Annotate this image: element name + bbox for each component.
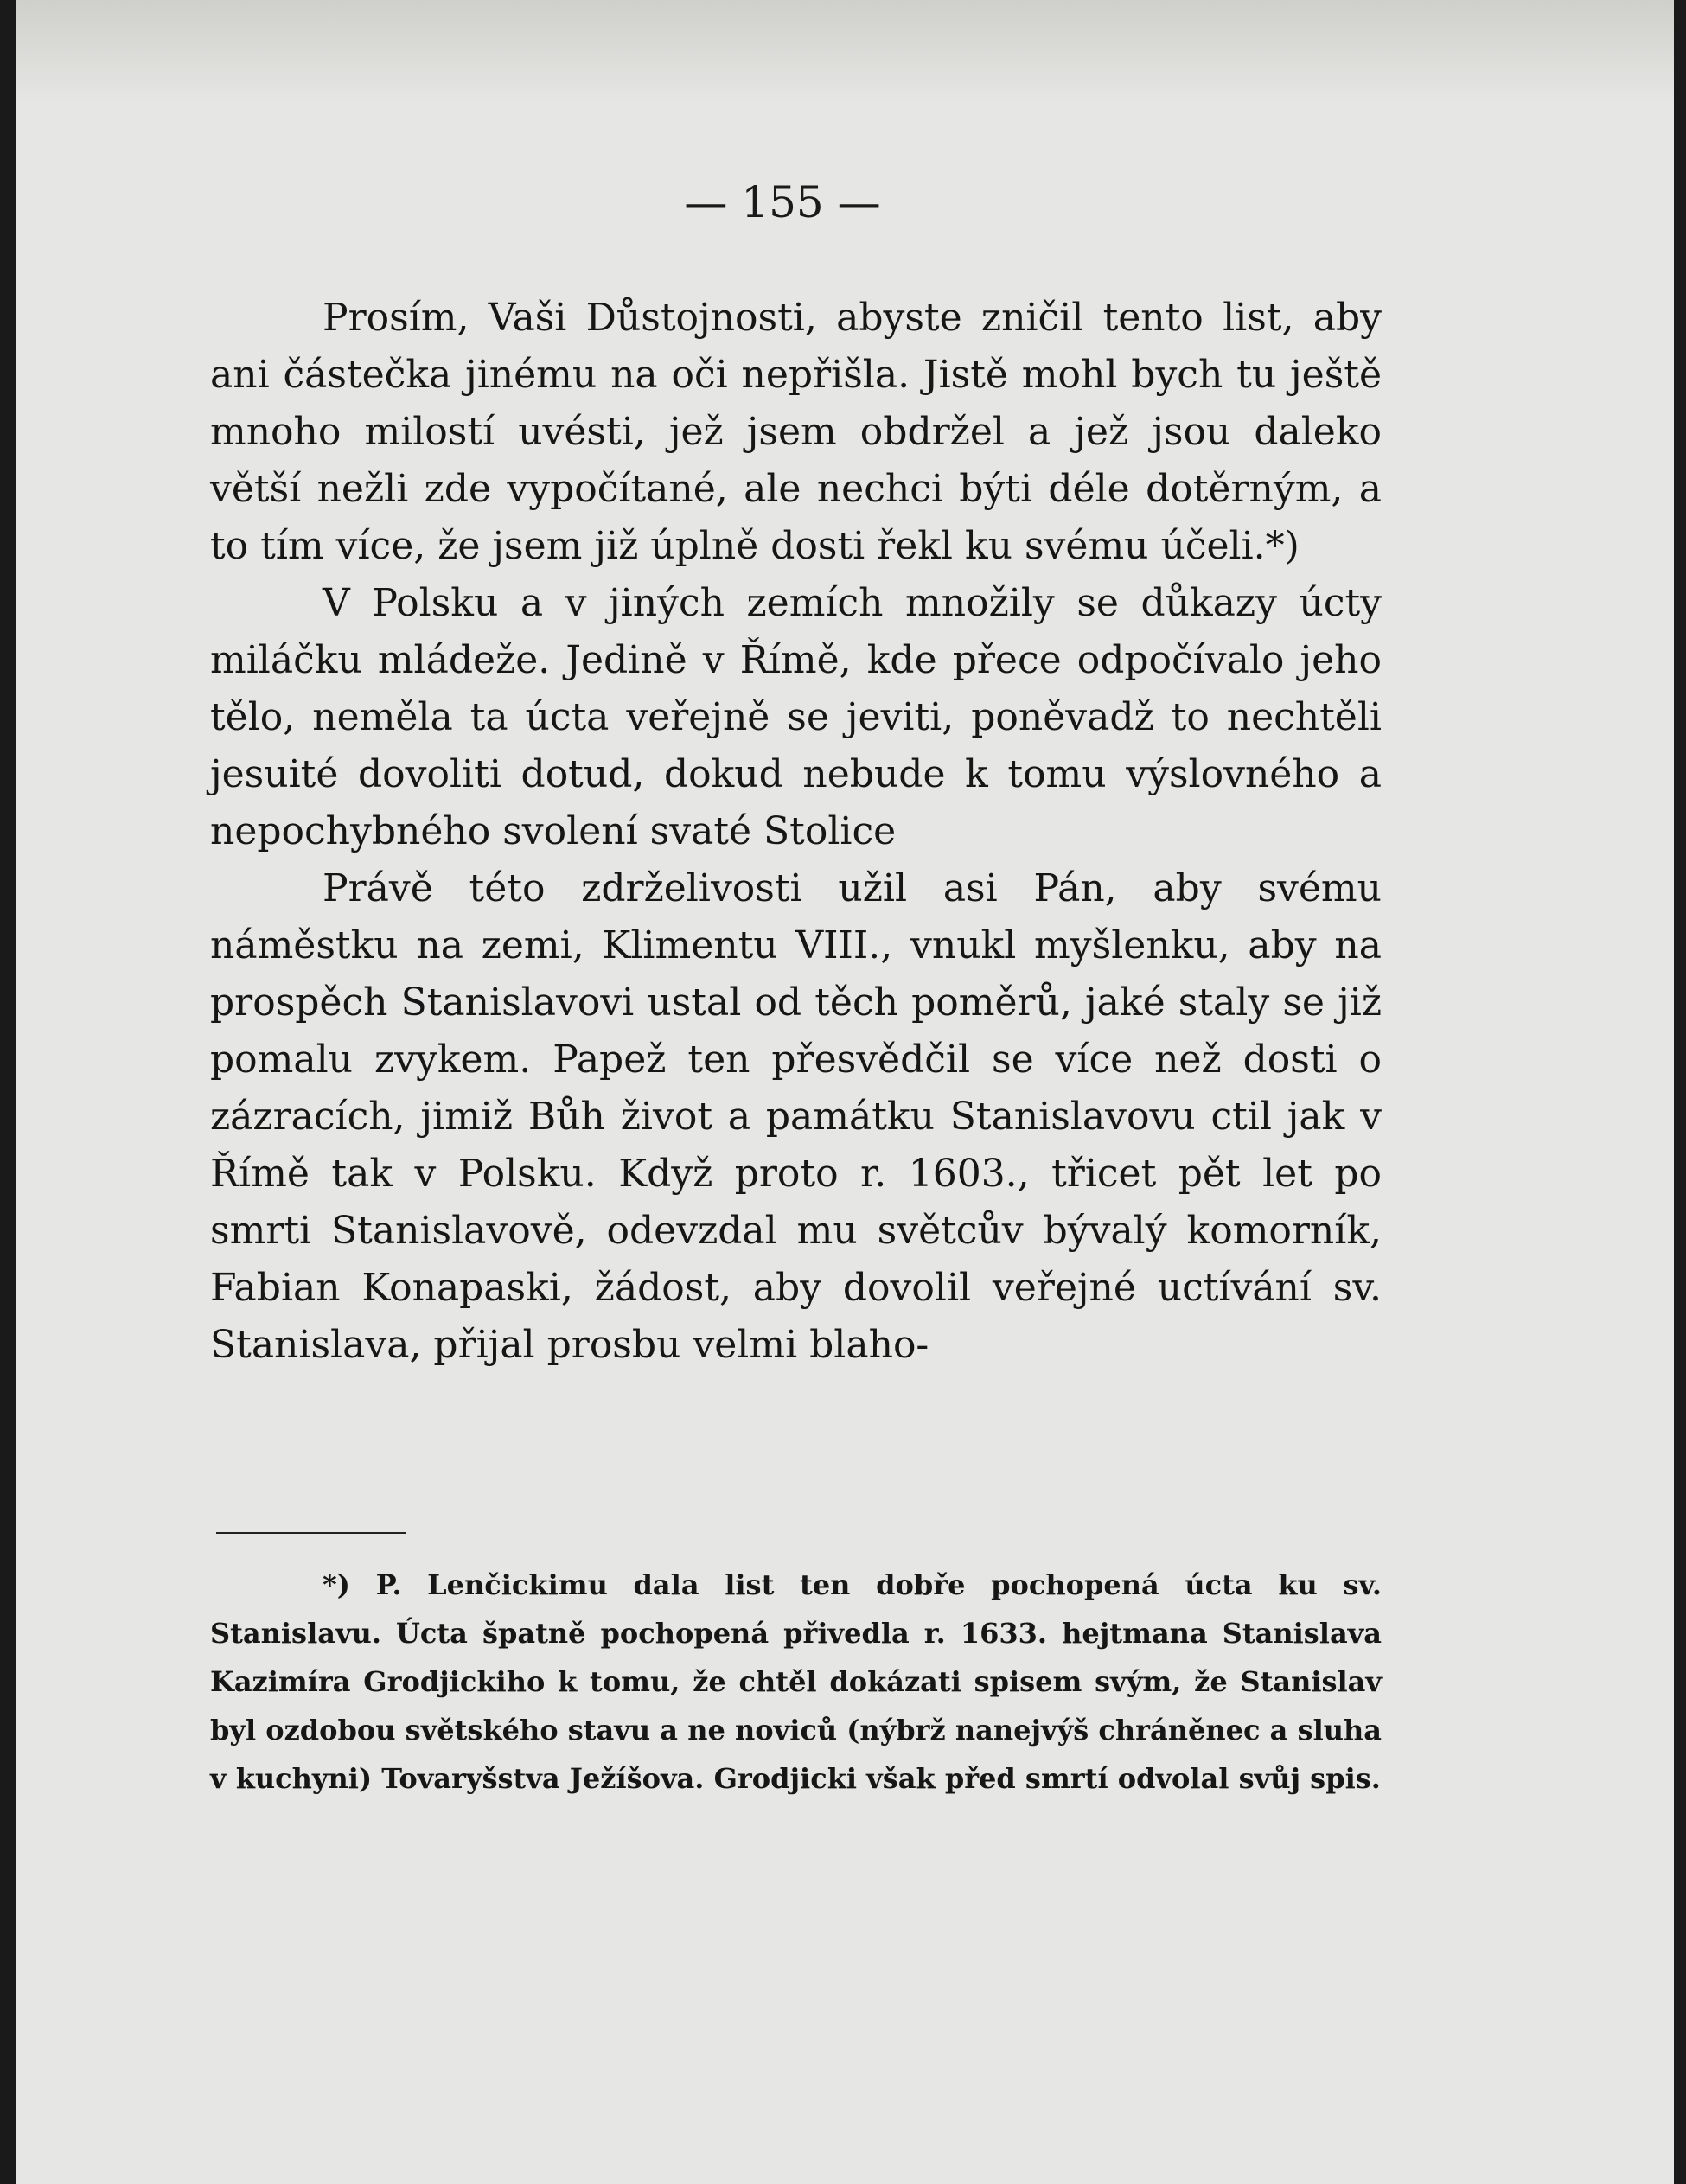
body-text — [210, 290, 1382, 1374]
paragraph: Právě této zdrželivosti užil asi Pán, aby svému náměstku na zemi, Klimentu VIII., vnukl myšlenku, aby na prospěch Stanislavovi ustal od těch poměrů, jaké staly se již pomalu zvykem. Papež ten přesvědčil se více než dosti o zázracích, jimiž Bůh život a památku Stanislavovu ctil jak v Římě tak v Polsku. Když proto r. 1603., třicet pět let po smrti Stanislavově, odevzdal mu světcův bývalý komorník, Fabian Konapaski, žádost, aby dovolil veřejné uctívání sv. Stanislava, přijal prosbu velmi blaho- — [210, 866, 1382, 1367]
footnote — [210, 1561, 1382, 1803]
footnote-divider — [216, 1532, 406, 1534]
paragraph: Prosím, Vaši Důstojnosti, abyste zničil tento list, aby ani částečka jinému na oči nepřišla. Jistě mohl bych tu ještě mnoho milostí uvésti, jež jsem obdržel a jež jsou daleko větší nežli zde vypočítané, ale nechci býti déle dotěrným, a to tím více, že jsem již úplně dosti řekl ku svému účeli.*) — [210, 296, 1382, 568]
paragraph: V Polsku a v jiných zemích množily se důkazy úcty miláčku mládeže. Jedině v Římě, kde přece odpočívalo jeho tělo, neměla ta úcta veřejně se jeviti, poněvadž to nechtěli jesuité dovoliti dotud, dokud nebude k tomu výslovného a nepochybného svolení svaté Stolice — [210, 581, 1382, 853]
scan-shading — [16, 0, 1674, 104]
scan-border-right — [1674, 0, 1686, 2184]
page-number: — 155 — — [684, 177, 881, 227]
footnote-text: *) P. Lenčickimu dala list ten dobře pochopená úcta ku sv. Stanislavu. Úcta špatně pochopená přivedla r. 1633. hejtmana Stanislava Kazimíra Grodjickiho k tomu, že chtěl dokázati spisem svým, že Stanislav byl ozdobou světského stavu a ne noviců (nýbrž nanejvýš chráněnec a sluha v kuchyni) Tovaryšstva Ježíšova. Grodjicki však před smrtí odvolal svůj spis. — [210, 1568, 1382, 1795]
scan-border-left — [0, 0, 16, 2184]
